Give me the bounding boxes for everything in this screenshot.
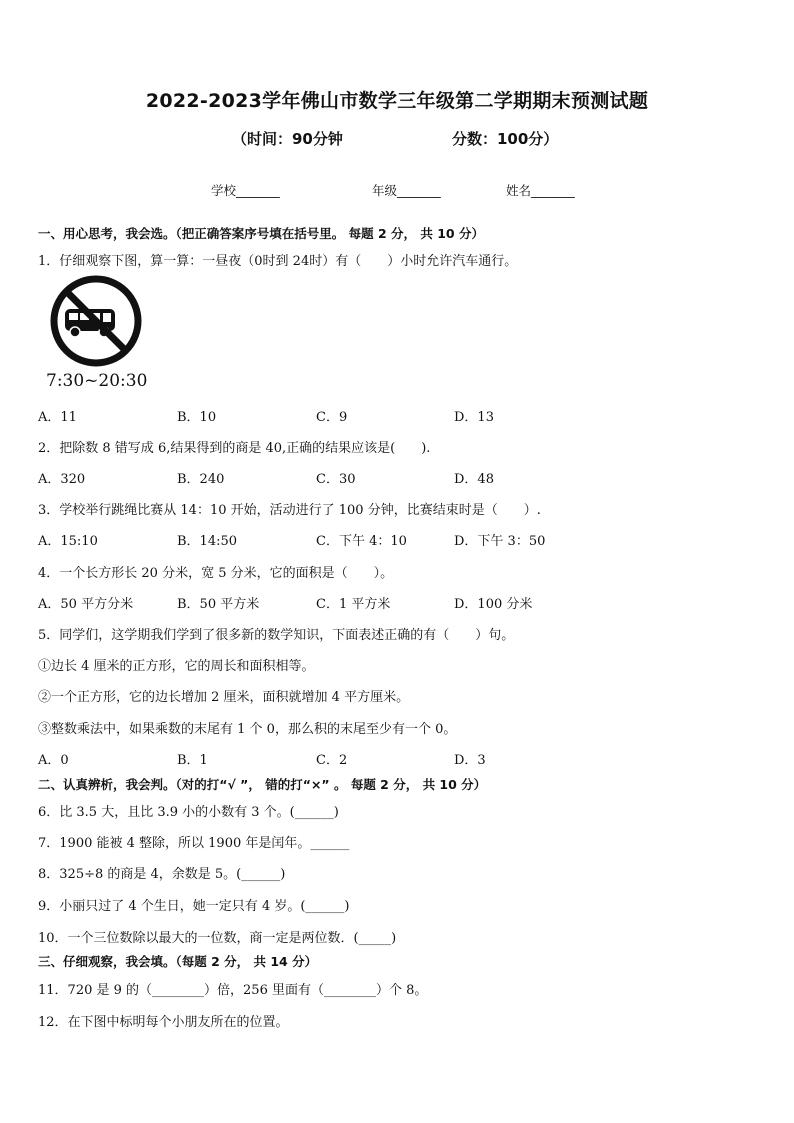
section-3-heading: 三、仔细观察，我会填。（每题 2 分， 共 14 分） [38,954,318,969]
question-4: 4．一个长方形长 20 分米，宽 5 分米，它的面积是（ ）。 [38,566,394,581]
q4-option-b: B．50 平方米 [177,597,260,612]
q5-statement-3: ③整数乘法中，如果乘数的末尾有 1 个 0，那么积的末尾至少有一个 0。 [38,722,457,737]
q2-option-d: D．48 [454,472,494,487]
question-9: 9．小丽只过了 4 个生日，她一定只有 4 岁。(______) [38,899,350,914]
q5-option-d: D．3 [454,753,486,768]
q4-option-c: C．1 平方米 [316,597,391,612]
q3-option-b: B．14:50 [177,534,238,549]
question-1: 1．仔细观察下图，算一算：一昼夜（0时到 24时）有（ ）小时允许汽车通行。 [38,254,518,269]
sign-time-caption: 7:30~20:30 [46,371,148,391]
question-10: 10．一个三位数除以最大的一位数，商一定是两位数．(_____) [38,931,397,946]
no-bus-icon [46,275,150,367]
question-6: 6．比 3.5 大，且比 3.9 小的小数有 3 个。(______) [38,805,339,820]
school-field: 学校_______ [211,183,280,198]
q5-option-b: B．1 [177,753,208,768]
exam-score: 分数：100分） [452,130,559,148]
q1-option-b: B．10 [177,410,217,425]
section-2-heading: 二、认真辨析，我会判。（对的打“√ ”， 错的打“×” 。 每题 2 分， 共 10 分） [38,777,487,792]
grade-field: 年级_______ [372,183,441,198]
question-12: 12．在下图中标明每个小朋友所在的位置。 [38,1015,289,1030]
q1-option-c: C．9 [316,410,348,425]
q1-option-a: A．11 [38,410,77,425]
q3-option-a: A．15:10 [38,534,98,549]
question-5: 5．同学们，这学期我们学到了很多新的数学知识，下面表述正确的有（ ）句。 [38,628,515,643]
q1-option-d: D．13 [454,410,494,425]
question-7: 7．1900 能被 4 整除，所以 1900 年是闰年。______ [38,836,350,851]
exam-time: （时间：90分钟 [232,130,343,148]
question-8: 8．325÷8 的商是 4，余数是 5。(______) [38,867,286,882]
section-1-heading: 一、用心思考，我会选。（把正确答案序号填在括号里。 每题 2 分， 共 10 分） [38,226,484,241]
q5-option-a: A．0 [38,753,69,768]
page-title: 2022-2023学年佛山市数学三年级第二学期期末预测试题 [145,90,649,112]
q3-option-c: C．下午 4：10 [316,534,407,549]
question-2: 2．把除数 8 错写成 6,结果得到的商是 40,正确的结果应该是( ). [38,441,431,456]
question-3: 3．学校举行跳绳比赛从 14：10 开始，活动进行了 100 分钟，比赛结束时是（ ）. [38,503,541,518]
question-11: 11．720 是 9 的（________）倍，256 里面有（________）个 8。 [38,983,428,998]
q2-option-a: A．320 [38,472,86,487]
q2-option-c: C．30 [316,472,356,487]
q5-statement-1: ①边长 4 厘米的正方形，它的周长和面积相等。 [38,659,315,674]
q4-option-d: D．100 分米 [454,597,533,612]
no-bus-sign-figure [46,275,150,395]
q5-option-c: C．2 [316,753,348,768]
q5-statement-2: ②一个正方形，它的边长增加 2 厘米，面积就增加 4 平方厘米。 [38,690,410,705]
q2-option-b: B．240 [177,472,225,487]
q4-option-a: A．50 平方分米 [38,597,134,612]
q3-option-d: D．下午 3：50 [454,534,546,549]
name-field: 姓名_______ [506,183,575,198]
